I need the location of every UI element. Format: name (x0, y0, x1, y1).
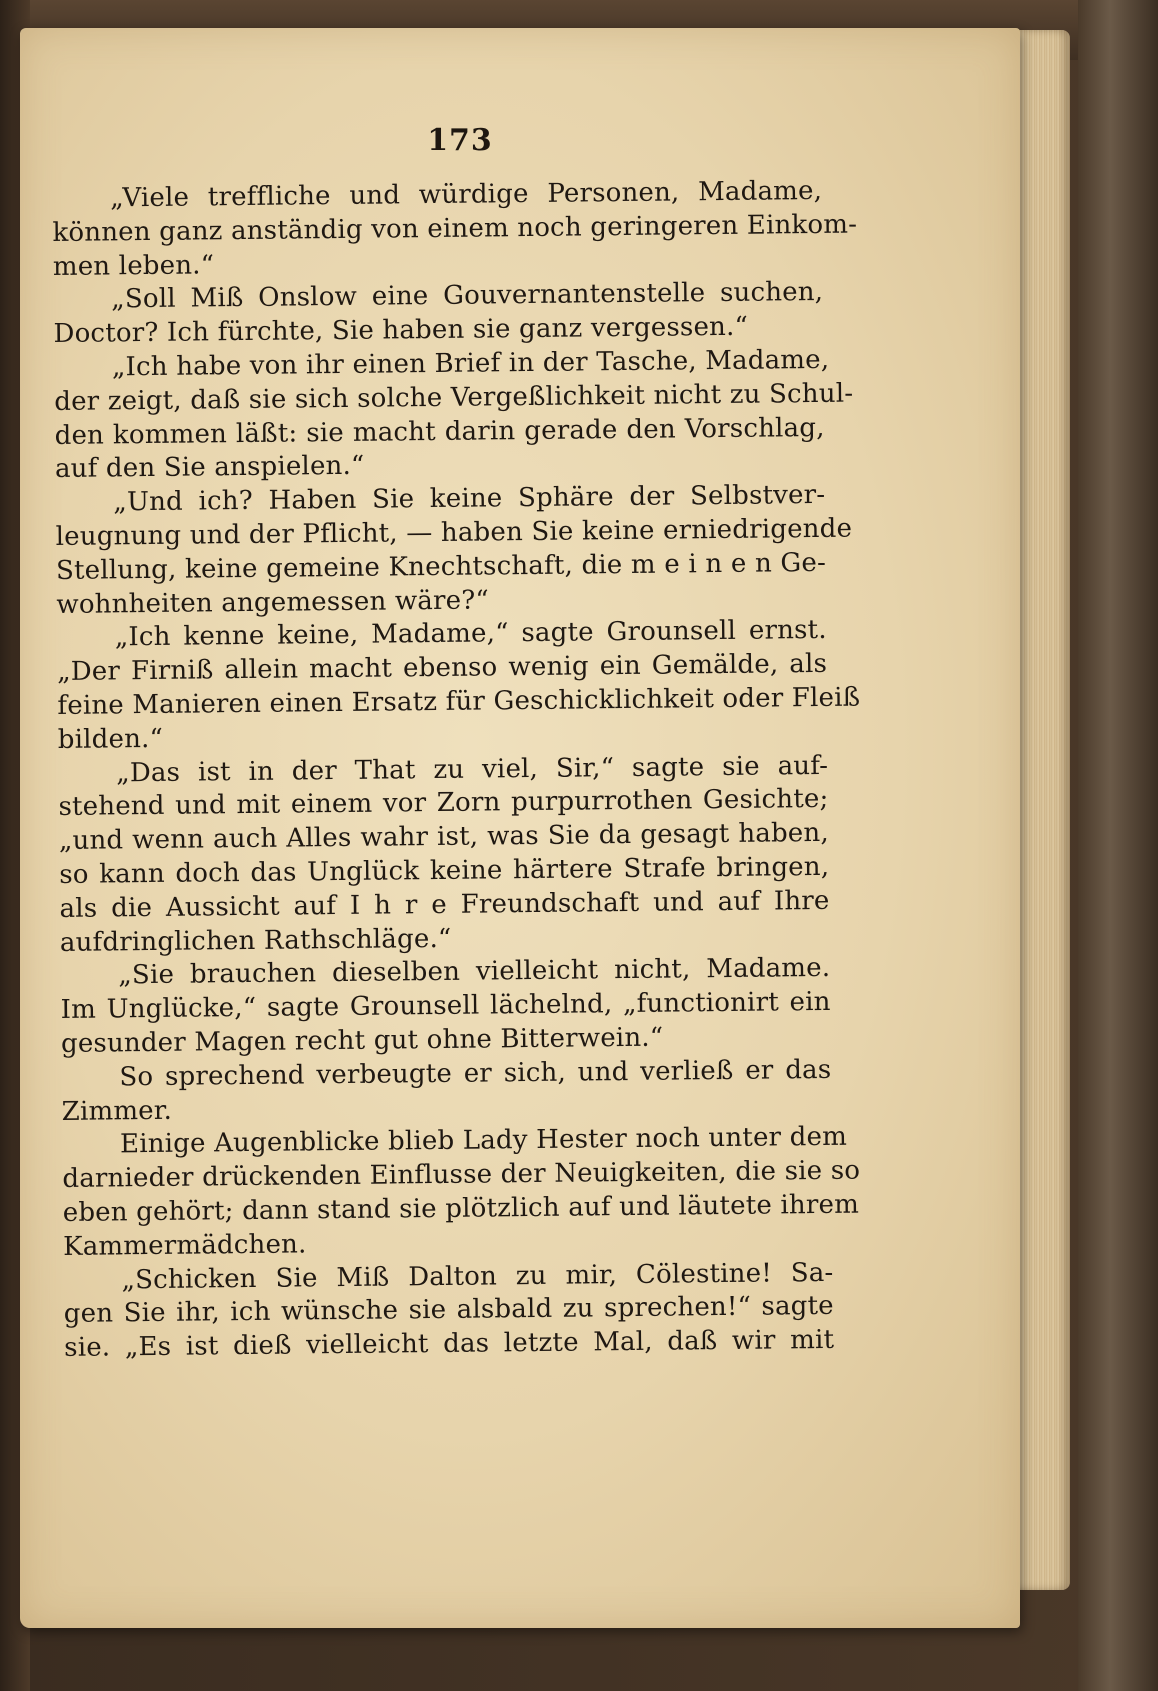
text-line: eben gehört; dann stand sie plötzlich auf und läutete ihrem (62, 1189, 860, 1228)
text-line: feine Manieren einen Ersatz für Geschicklichkeit oder Fleiß (57, 682, 861, 721)
text-line: der zeigt, daß sie sich solche Vergeßlichkeit nicht zu Schul- (54, 378, 854, 417)
text-line: Doctor? Ich fürchte, Sie haben sie ganz vergessen.“ (53, 311, 749, 350)
text-line: „Das ist in der That zu viel, Sir,“ sagte sie auf- (116, 750, 829, 788)
text-line: „Ich kenne keine, Madame,“ sagte Grounsell ernst. (114, 615, 827, 653)
text-line: „Viele treffliche und würdige Personen, Madame, (110, 175, 823, 214)
text-line: sie. „Es ist dieß vielleicht das letzte Mal, daß wir mit (64, 1324, 835, 1364)
text-line: können ganz anständig von einem noch geringeren Einkom- (52, 209, 858, 248)
text-line: „Sie brauchen dieselben vielleicht nicht, Madame. (118, 953, 831, 991)
book-cover-right (1078, 0, 1158, 1691)
text-line: wohnheiten angemessen wäre?“ (56, 585, 490, 620)
text-line: Einige Augenblicke blieb Lady Hester noch unter dem (119, 1122, 848, 1160)
text-line: als die Aussicht auf I h r e Freundschaft und auf Ihre (59, 885, 830, 924)
text-line: stehend und mit einem vor Zorn purpurrothen Gesichte; (58, 784, 829, 823)
text-line: Zimmer. (61, 1095, 173, 1127)
book-page (20, 28, 1020, 1628)
text-line: darnieder drückenden Einflusse der Neuigkeiten, die sie so (62, 1155, 861, 1195)
text-line: „Soll Miß Onslow eine Gouvernantenstelle suchen, (111, 277, 824, 315)
text-line: „Der Firniß allein macht ebenso wenig ein Gemälde, als (56, 649, 828, 688)
text-line: Stellung, keine gemeine Knechtschaft, die m e i n e n Ge- (55, 547, 827, 586)
text-line: den kommen läßt: sie macht darin gerade den Vorschlag, (54, 412, 825, 451)
text-line: aufdringlichen Rathschläge.“ (59, 923, 452, 958)
page-number: 173 (427, 123, 493, 158)
text-line: gen Sie ihr, ich wünsche sie alsbald zu sprechen!“ sagte (63, 1291, 834, 1330)
text-line: gesunder Magen recht gut ohne Bitterwein.“ (60, 1022, 664, 1059)
text-line: „Ich habe von ihr einen Brief in der Tasche, Madame, (111, 344, 830, 383)
text-line: So sprechend verbeugte er sich, und verließ er das (119, 1054, 832, 1093)
text-line: auf den Sie anspielen.“ (54, 451, 365, 485)
text-line: „Und ich? Haben Sie keine Sphäre der Selbstver- (113, 480, 826, 518)
text-line: so kann doch das Unglück keine härtere Strafe bringen, (59, 851, 830, 890)
text-line: „Schicken Sie Miß Dalton zu mir, Cölestine! Sa- (121, 1257, 834, 1295)
page-text-block (52, 175, 861, 1366)
text-line: bilden.“ (57, 723, 164, 755)
text-line: leugnung und der Pflicht, — haben Sie keine erniedrigende (55, 513, 853, 552)
text-line: Im Unglücke,“ sagte Grounsell lächelnd, „functionirt ein (60, 987, 831, 1026)
text-line: „und wenn auch Alles wahr ist, was Sie da gesagt haben, (58, 818, 830, 857)
text-line: men leben.“ (52, 249, 215, 282)
text-line: Kammermädchen. (62, 1229, 307, 1262)
